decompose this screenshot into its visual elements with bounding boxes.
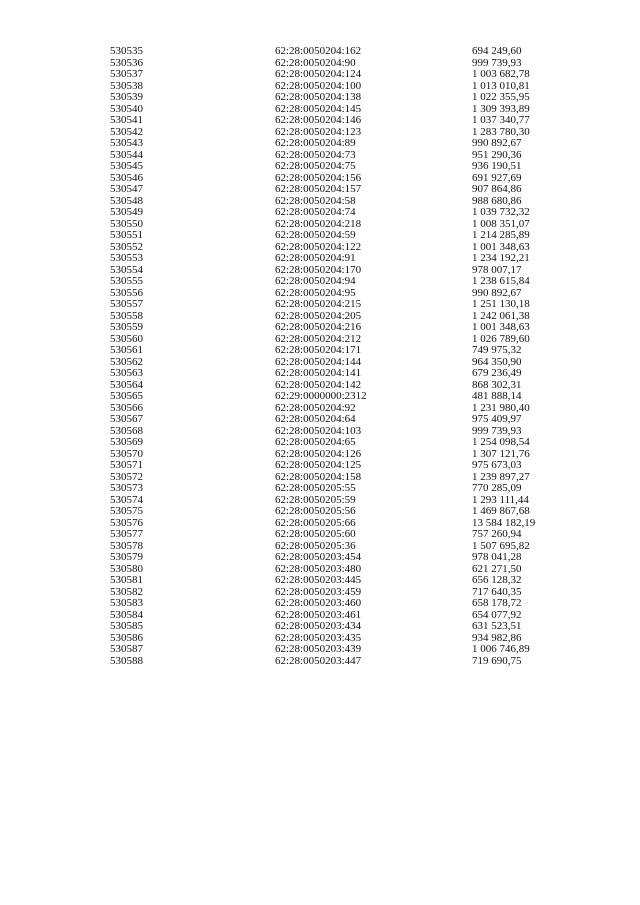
cadastral-number: 62:28:0050204:216 [275, 321, 362, 333]
cadastral-value: 1 293 111,44 [472, 493, 529, 506]
cadastral-number: 62:28:0050204:171 [275, 344, 362, 356]
cadastral-number: 62:28:0050203:434 [275, 620, 362, 632]
row-number: 530576 [110, 516, 143, 529]
cadastral-value: 656 128,32 [472, 574, 522, 586]
cadastral-value: 1 234 192,21 [472, 252, 530, 264]
table-row [0, 207, 640, 219]
cadastral-value: 1 238 615,84 [472, 275, 530, 287]
cadastral-value: 999 739,93 [472, 424, 522, 437]
row-number: 530548 [110, 194, 143, 207]
cadastral-value: 907 864,86 [472, 183, 522, 195]
row-number: 530575 [110, 505, 143, 517]
table-row [0, 621, 640, 633]
table-row [0, 299, 640, 311]
cadastral-number: 62:29:0000000:2312 [275, 390, 367, 402]
cadastral-value: 691 927,69 [472, 171, 522, 184]
cadastral-value: 990 892,67 [472, 286, 522, 299]
row-number: 530538 [110, 79, 143, 92]
cadastral-value: 990 892,67 [472, 137, 522, 149]
row-number: 530546 [110, 171, 143, 184]
cadastral-value: 1 242 061,38 [472, 309, 530, 322]
cadastral-value: 1 283 780,30 [472, 125, 530, 138]
row-number: 530539 [110, 91, 143, 103]
table-row [0, 391, 640, 403]
cadastral-value: 770 285,09 [472, 482, 522, 494]
cadastral-number: 62:28:0050203:447 [275, 654, 362, 667]
row-number: 530571 [110, 459, 143, 471]
row-number: 530553 [110, 252, 143, 264]
row-number: 530555 [110, 275, 143, 287]
cadastral-number: 62:28:0050204:145 [275, 102, 362, 115]
cadastral-number: 62:28:0050204:158 [275, 470, 362, 483]
table-row [0, 529, 640, 541]
table-row [0, 92, 640, 104]
cadastral-number: 62:28:0050205:60 [275, 528, 356, 540]
cadastral-value: 978 041,28 [472, 551, 522, 563]
row-number: 530585 [110, 620, 143, 632]
row-number: 530536 [110, 56, 143, 69]
row-number: 530573 [110, 482, 143, 494]
row-number: 530588 [110, 654, 143, 667]
row-number: 530556 [110, 286, 143, 299]
row-number: 530550 [110, 217, 143, 230]
row-number: 530542 [110, 125, 143, 138]
cadastral-value: 975 409,97 [472, 413, 522, 425]
table-row [0, 575, 640, 587]
cadastral-number: 62:28:0050204:75 [275, 160, 356, 172]
row-number: 530551 [110, 229, 143, 241]
row-number: 530545 [110, 160, 143, 172]
table-row [0, 460, 640, 472]
cadastral-value: 1 507 695,82 [472, 539, 530, 552]
row-number: 530543 [110, 137, 143, 149]
row-number: 530586 [110, 631, 143, 644]
row-number: 530558 [110, 309, 143, 322]
table-body [0, 46, 640, 667]
cadastral-value: 1 307 121,76 [472, 447, 530, 460]
row-number: 530569 [110, 436, 143, 448]
cadastral-number: 62:28:0050204:90 [275, 56, 356, 69]
cadastral-value: 717 640,35 [472, 585, 522, 598]
row-number: 530564 [110, 378, 143, 391]
cadastral-value: 1 037 340,77 [472, 114, 530, 126]
row-number: 530580 [110, 562, 143, 575]
row-number: 530541 [110, 114, 143, 126]
row-number: 530581 [110, 574, 143, 586]
cadastral-number: 62:28:0050203:460 [275, 597, 362, 609]
cadastral-number: 62:28:0050204:138 [275, 91, 362, 103]
table-row [0, 46, 640, 58]
row-number: 530572 [110, 470, 143, 483]
cadastral-number: 62:28:0050204:95 [275, 286, 356, 299]
row-number: 530565 [110, 390, 143, 402]
cadastral-number: 62:28:0050204:124 [275, 68, 362, 80]
cadastral-value: 1 013 010,81 [472, 79, 530, 92]
table-row [0, 414, 640, 426]
cadastral-value: 694 249,60 [472, 45, 522, 57]
row-number: 530549 [110, 206, 143, 218]
table-row [0, 184, 640, 196]
cadastral-number: 62:28:0050204:58 [275, 194, 356, 207]
cadastral-number: 62:28:0050204:89 [275, 137, 356, 149]
cadastral-value-table [0, 46, 640, 667]
cadastral-value: 964 350,90 [472, 355, 522, 368]
cadastral-number: 62:28:0050204:212 [275, 332, 362, 345]
cadastral-number: 62:28:0050204:122 [275, 240, 362, 253]
cadastral-number: 62:28:0050204:64 [275, 413, 356, 425]
row-number: 530577 [110, 528, 143, 540]
row-number: 530559 [110, 321, 143, 333]
cadastral-number: 62:28:0050204:65 [275, 436, 356, 448]
cadastral-value: 1 251 130,18 [472, 298, 530, 310]
row-number: 530587 [110, 643, 143, 655]
table-row [0, 644, 640, 656]
cadastral-value: 978 007,17 [472, 263, 522, 276]
row-number: 530552 [110, 240, 143, 253]
cadastral-number: 62:28:0050204:103 [275, 424, 362, 437]
cadastral-number: 62:28:0050204:92 [275, 401, 356, 414]
cadastral-number: 62:28:0050204:146 [275, 114, 362, 126]
cadastral-number: 62:28:0050204:59 [275, 229, 356, 241]
table-row [0, 322, 640, 334]
cadastral-value: 621 271,50 [472, 562, 522, 575]
cadastral-value: 654 077,92 [472, 608, 522, 621]
row-number: 530537 [110, 68, 143, 80]
table-row [0, 115, 640, 127]
cadastral-value: 1 469 867,68 [472, 505, 530, 517]
table-row [0, 437, 640, 449]
cadastral-value: 631 523,51 [472, 620, 522, 632]
table-row [0, 598, 640, 610]
row-number: 530567 [110, 413, 143, 425]
table-row [0, 230, 640, 242]
row-number: 530568 [110, 424, 143, 437]
row-number: 530535 [110, 45, 143, 57]
cadastral-value: 719 690,75 [472, 654, 522, 667]
cadastral-value: 1 026 789,60 [472, 332, 530, 345]
table-row [0, 656, 640, 668]
cadastral-value: 1 003 682,78 [472, 68, 530, 80]
row-number: 530578 [110, 539, 143, 552]
row-number: 530540 [110, 102, 143, 115]
cadastral-value: 1 239 897,27 [472, 470, 530, 483]
row-number: 530582 [110, 585, 143, 598]
cadastral-value: 1 309 393,89 [472, 102, 530, 115]
table-row [0, 552, 640, 564]
table-row [0, 483, 640, 495]
row-number: 530574 [110, 493, 143, 506]
cadastral-number: 62:28:0050203:445 [275, 574, 362, 586]
table-row [0, 69, 640, 81]
cadastral-value: 658 178,72 [472, 597, 522, 609]
row-number: 530566 [110, 401, 143, 414]
cadastral-value: 481 888,14 [472, 390, 522, 402]
cadastral-number: 62:28:0050204:215 [275, 298, 362, 310]
row-number: 530560 [110, 332, 143, 345]
table-row [0, 276, 640, 288]
cadastral-number: 62:28:0050204:157 [275, 183, 362, 195]
cadastral-value: 1 214 285,89 [472, 229, 530, 241]
table-row [0, 138, 640, 150]
cadastral-value: 1 008 351,07 [472, 217, 530, 230]
row-number: 530563 [110, 367, 143, 379]
cadastral-number: 62:28:0050204:73 [275, 148, 356, 161]
cadastral-value: 749 975,32 [472, 344, 522, 356]
table-row [0, 161, 640, 173]
row-number: 530570 [110, 447, 143, 460]
table-row [0, 506, 640, 518]
row-number: 530554 [110, 263, 143, 276]
row-number: 530584 [110, 608, 143, 621]
cadastral-value: 988 680,86 [472, 194, 522, 207]
cadastral-value: 1 231 980,40 [472, 401, 530, 414]
cadastral-number: 62:28:0050203:435 [275, 631, 362, 644]
cadastral-number: 62:28:0050205:66 [275, 516, 356, 529]
cadastral-value: 679 236,49 [472, 367, 522, 379]
cadastral-number: 62:28:0050204:126 [275, 447, 362, 460]
cadastral-number: 62:28:0050203:459 [275, 585, 362, 598]
cadastral-value: 975 673,03 [472, 459, 522, 471]
cadastral-number: 62:28:0050204:141 [275, 367, 362, 379]
cadastral-number: 62:28:0050205:36 [275, 539, 356, 552]
cadastral-value: 1 006 746,89 [472, 643, 530, 655]
cadastral-value: 936 190,51 [472, 160, 522, 172]
cadastral-number: 62:28:0050204:144 [275, 355, 362, 368]
cadastral-value: 934 982,86 [472, 631, 522, 644]
cadastral-value: 1 001 348,63 [472, 240, 530, 253]
cadastral-number: 62:28:0050204:100 [275, 79, 362, 92]
row-number: 530583 [110, 597, 143, 609]
cadastral-value: 1 039 732,32 [472, 206, 530, 218]
cadastral-value: 757 260,94 [472, 528, 522, 540]
cadastral-value: 1 022 355,95 [472, 91, 530, 103]
cadastral-value: 999 739,93 [472, 56, 522, 69]
table-row [0, 345, 640, 357]
cadastral-number: 62:28:0050204:205 [275, 309, 362, 322]
cadastral-value: 951 290,36 [472, 148, 522, 161]
row-number: 530579 [110, 551, 143, 563]
cadastral-number: 62:28:0050203:480 [275, 562, 362, 575]
cadastral-number: 62:28:0050204:156 [275, 171, 362, 184]
cadastral-number: 62:28:0050204:74 [275, 206, 356, 218]
cadastral-number: 62:28:0050204:123 [275, 125, 362, 138]
cadastral-number: 62:28:0050205:56 [275, 505, 356, 517]
cadastral-value: 13 584 182,19 [472, 516, 536, 529]
cadastral-number: 62:28:0050204:142 [275, 378, 362, 391]
cadastral-number: 62:28:0050204:218 [275, 217, 362, 230]
cadastral-number: 62:28:0050204:170 [275, 263, 362, 276]
row-number: 530547 [110, 183, 143, 195]
row-number: 530562 [110, 355, 143, 368]
cadastral-number: 62:28:0050205:55 [275, 482, 356, 494]
cadastral-number: 62:28:0050203:439 [275, 643, 362, 655]
row-number: 530544 [110, 148, 143, 161]
cadastral-number: 62:28:0050204:162 [275, 45, 362, 57]
row-number: 530557 [110, 298, 143, 310]
cadastral-number: 62:28:0050203:461 [275, 608, 362, 621]
table-row [0, 368, 640, 380]
table-row [0, 253, 640, 265]
cadastral-number: 62:28:0050204:91 [275, 252, 356, 264]
cadastral-number: 62:28:0050203:454 [275, 551, 362, 563]
cadastral-value: 1 001 348,63 [472, 321, 530, 333]
cadastral-number: 62:28:0050204:125 [275, 459, 362, 471]
cadastral-number: 62:28:0050205:59 [275, 493, 356, 506]
cadastral-value: 1 254 098,54 [472, 436, 530, 448]
cadastral-value: 868 302,31 [472, 378, 522, 391]
row-number: 530561 [110, 344, 143, 356]
cadastral-number: 62:28:0050204:94 [275, 275, 356, 287]
